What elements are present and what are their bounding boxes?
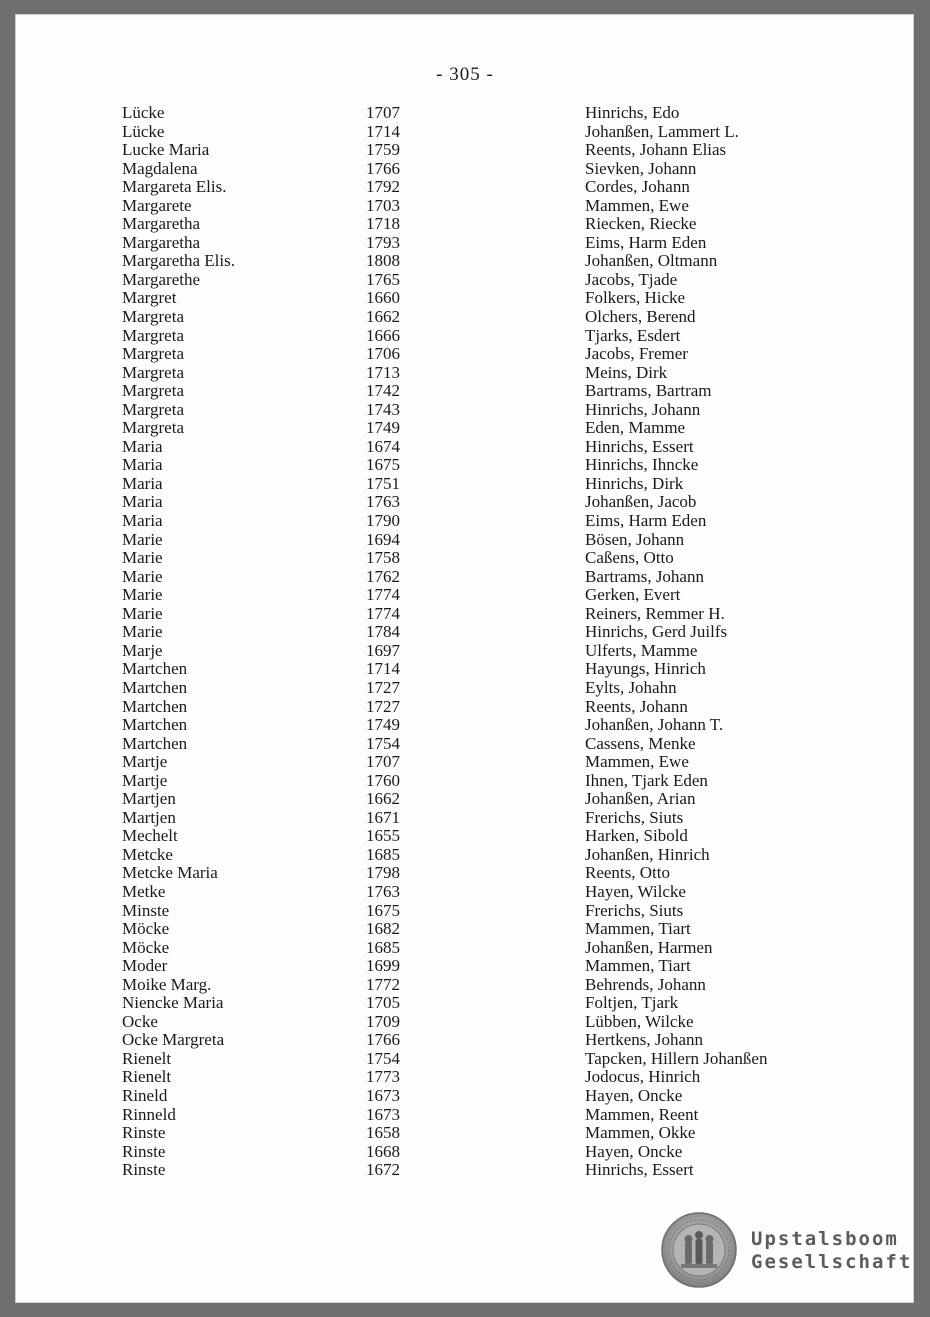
seal-icon [661, 1212, 737, 1288]
table-row [0, 1068, 930, 1087]
table-row [0, 605, 930, 624]
logo-line-1: Upstalsboom [751, 1228, 899, 1250]
table-row [0, 1013, 930, 1032]
entry-person: Johanßen, Johann T. [585, 715, 724, 735]
entry-person: Tjarks, Esdert [585, 325, 681, 345]
entry-person: Cassens, Menke [585, 733, 696, 753]
entry-person: Johanßen, Lammert L. [585, 121, 739, 141]
table-row [0, 438, 930, 457]
logo-line-2: Gesellschaft [751, 1251, 913, 1273]
entry-year: 1763 [366, 881, 400, 901]
table-row [0, 364, 930, 383]
table-row [0, 1031, 930, 1050]
entry-person: Hinrichs, Essert [585, 436, 694, 456]
table-row [0, 920, 930, 939]
entry-person: Hayen, Wilcke [585, 881, 686, 901]
table-row [0, 1161, 930, 1180]
entry-year: 1674 [366, 436, 400, 456]
entry-name: Rineld [122, 1085, 168, 1105]
entry-person: Hayen, Oncke [585, 1141, 683, 1161]
entry-person: Frerichs, Siuts [585, 807, 684, 827]
entry-name: Mechelt [122, 826, 178, 846]
entry-name: Lücke [122, 121, 165, 141]
entry-name: Margaretha Elis. [122, 251, 235, 271]
entry-person: Mammen, Okke [585, 1123, 696, 1143]
table-row [0, 1106, 930, 1125]
entry-year: 1774 [366, 603, 400, 623]
table-row [0, 772, 930, 791]
table-row [0, 549, 930, 568]
entry-person: Foltjen, Tjark [585, 993, 679, 1013]
entry-name: Martchen [122, 659, 188, 679]
table-row [0, 957, 930, 976]
table-row [0, 345, 930, 364]
entry-name: Marie [122, 529, 163, 549]
entry-year: 1685 [366, 844, 400, 864]
entry-name: Metcke Maria [122, 863, 218, 883]
entry-year: 1758 [366, 548, 400, 568]
page-number: - 305 - [436, 64, 494, 85]
entry-year: 1707 [366, 752, 400, 772]
entry-year: 1751 [366, 473, 400, 493]
entry-year: 1697 [366, 640, 400, 660]
entry-person: Johanßen, Arian [585, 789, 696, 809]
entry-person: Jacobs, Tjade [585, 269, 678, 289]
table-row [0, 586, 930, 605]
entry-year: 1658 [366, 1123, 400, 1143]
table-row [0, 1124, 930, 1143]
table-row [0, 160, 930, 179]
society-logo [657, 1212, 913, 1292]
entry-name: Martchen [122, 715, 188, 735]
entry-name: Maria [122, 473, 163, 493]
entry-name: Martchen [122, 696, 188, 716]
table-row [0, 1143, 930, 1162]
entry-person: Harken, Sibold [585, 826, 688, 846]
entry-year: 1713 [366, 362, 400, 382]
entry-year: 1754 [366, 733, 400, 753]
entry-year: 1706 [366, 344, 400, 364]
entry-person: Reiners, Remmer H. [585, 603, 725, 623]
entry-name: Martjen [122, 807, 176, 827]
entry-year: 1714 [366, 659, 400, 679]
entry-person: Meins, Dirk [585, 362, 668, 382]
entry-year: 1662 [366, 789, 400, 809]
entry-name: Marie [122, 566, 163, 586]
entry-year: 1765 [366, 269, 400, 289]
entry-name: Margreta [122, 325, 184, 345]
entry-person: Eden, Mamme [585, 418, 686, 438]
entry-person: Eims, Harm Eden [585, 232, 707, 252]
entry-person: Caßens, Otto [585, 548, 674, 568]
entry-year: 1671 [366, 807, 400, 827]
entry-name: Margaretha [122, 214, 201, 234]
entry-name: Margarete [122, 195, 192, 215]
entry-person: Hinrichs, Edo [585, 103, 680, 122]
entry-year: 1655 [366, 826, 400, 846]
entry-person: Hinrichs, Essert [585, 1160, 694, 1180]
entry-person: Reents, Otto [585, 863, 670, 883]
table-row [0, 790, 930, 809]
table-row [0, 809, 930, 828]
table-row [0, 1050, 930, 1069]
entry-person: Hinrichs, Dirk [585, 473, 684, 493]
entry-year: 1754 [366, 1048, 400, 1068]
entry-name: Maria [122, 511, 163, 531]
entry-person: Hinrichs, Gerd Juilfs [585, 622, 728, 642]
entry-name: Marje [122, 640, 163, 660]
table-row [0, 660, 930, 679]
entry-name: Lucke Maria [122, 140, 210, 160]
entry-name: Moder [122, 956, 168, 976]
entry-person: Ulferts, Mamme [585, 640, 698, 660]
entry-name: Marie [122, 548, 163, 568]
table-row [0, 493, 930, 512]
entry-list [0, 104, 930, 1180]
entry-name: Rinste [122, 1141, 166, 1161]
table-row [0, 141, 930, 160]
table-row [0, 1087, 930, 1106]
entry-person: Hertkens, Johann [585, 1030, 704, 1050]
entry-name: Margret [122, 288, 177, 308]
entry-person: Mammen, Ewe [585, 752, 689, 772]
entry-name: Margaretha [122, 232, 201, 252]
table-row [0, 753, 930, 772]
table-row [0, 939, 930, 958]
entry-name: Margareta Elis. [122, 177, 227, 197]
entry-person: Hayungs, Hinrich [585, 659, 706, 679]
entry-name: Rinste [122, 1160, 166, 1180]
entry-year: 1660 [366, 288, 400, 308]
entry-person: Eylts, Johahn [585, 677, 677, 697]
entry-person: Mammen, Tiart [585, 956, 691, 976]
table-row [0, 234, 930, 253]
table-row [0, 568, 930, 587]
logo-text [751, 1228, 912, 1274]
entry-person: Johanßen, Hinrich [585, 844, 710, 864]
entry-year: 1709 [366, 1011, 400, 1031]
entry-year: 1774 [366, 585, 400, 605]
table-row [0, 902, 930, 921]
table-row [0, 679, 930, 698]
entry-year: 1727 [366, 696, 400, 716]
entry-person: Gerken, Evert [585, 585, 681, 605]
entry-year: 1694 [366, 529, 400, 549]
entry-name: Metcke [122, 844, 173, 864]
entry-name: Rinneld [122, 1104, 176, 1124]
entry-year: 1668 [366, 1141, 400, 1161]
table-row [0, 123, 930, 142]
table-row [0, 178, 930, 197]
entry-year: 1766 [366, 158, 400, 178]
table-row [0, 197, 930, 216]
table-row [0, 642, 930, 661]
table-row [0, 531, 930, 550]
entry-name: Marie [122, 585, 163, 605]
entry-year: 1714 [366, 121, 400, 141]
table-row [0, 401, 930, 420]
entry-year: 1766 [366, 1030, 400, 1050]
entry-name: Martchen [122, 677, 188, 697]
entry-person: Jacobs, Fremer [585, 344, 688, 364]
table-row [0, 252, 930, 271]
entry-name: Minste [122, 900, 170, 920]
entry-person: Reents, Johann [585, 696, 688, 716]
entry-name: Margreta [122, 344, 184, 364]
entry-name: Marie [122, 603, 163, 623]
table-row [0, 475, 930, 494]
entry-name: Niencke Maria [122, 993, 224, 1013]
entry-year: 1662 [366, 307, 400, 327]
entry-year: 1749 [366, 715, 400, 735]
entry-name: Magdalena [122, 158, 198, 178]
entry-name: Metke [122, 881, 166, 901]
table-row [0, 456, 930, 475]
entry-year: 1705 [366, 993, 400, 1013]
table-row [0, 623, 930, 642]
entry-person: Eims, Harm Eden [585, 511, 707, 531]
table-row [0, 698, 930, 717]
entry-person: Folkers, Hicke [585, 288, 686, 308]
entry-name: Rienelt [122, 1048, 172, 1068]
entry-year: 1675 [366, 455, 400, 475]
entry-person: Reents, Johann Elias [585, 140, 727, 160]
entry-person: Ihnen, Tjark Eden [585, 770, 708, 790]
entry-person: Jodocus, Hinrich [585, 1067, 701, 1087]
entry-year: 1792 [366, 177, 400, 197]
table-row [0, 512, 930, 531]
entry-person: Bartrams, Bartram [585, 381, 712, 401]
entry-person: Riecken, Riecke [585, 214, 697, 234]
entry-person: Hinrichs, Johann [585, 399, 701, 419]
table-row [0, 994, 930, 1013]
entry-year: 1798 [366, 863, 400, 883]
entry-person: Bartrams, Johann [585, 566, 704, 586]
table-row [0, 846, 930, 865]
table-row [0, 419, 930, 438]
entry-year: 1699 [366, 956, 400, 976]
entry-year: 1762 [366, 566, 400, 586]
table-row [0, 327, 930, 346]
table-row [0, 308, 930, 327]
table-row [0, 271, 930, 290]
entry-name: Margreta [122, 307, 184, 327]
entry-person: Mammen, Ewe [585, 195, 689, 215]
entry-name: Ocke Margreta [122, 1030, 225, 1050]
entry-name: Möcke [122, 919, 170, 939]
table-row [0, 735, 930, 754]
entry-name: Margreta [122, 418, 184, 438]
entry-person: Mammen, Tiart [585, 919, 691, 939]
entry-year: 1743 [366, 399, 400, 419]
entry-person: Johanßen, Harmen [585, 937, 713, 957]
table-row [0, 382, 930, 401]
entry-year: 1760 [366, 770, 400, 790]
entry-year: 1675 [366, 900, 400, 920]
entry-year: 1772 [366, 974, 400, 994]
entry-year: 1666 [366, 325, 400, 345]
entry-name: Martchen [122, 733, 188, 753]
entry-year: 1784 [366, 622, 400, 642]
entry-name: Maria [122, 436, 163, 456]
entry-year: 1673 [366, 1104, 400, 1124]
entry-year: 1763 [366, 492, 400, 512]
entry-year: 1707 [366, 103, 400, 122]
entry-name: Margarethe [122, 269, 201, 289]
entry-person: Olchers, Berend [585, 307, 696, 327]
entry-year: 1718 [366, 214, 400, 234]
entry-year: 1673 [366, 1085, 400, 1105]
entry-name: Martje [122, 752, 168, 772]
entry-person: Behrends, Johann [585, 974, 706, 994]
entry-name: Lücke [122, 103, 165, 122]
entry-name: Rinste [122, 1123, 166, 1143]
entry-person: Mammen, Reent [585, 1104, 699, 1124]
entry-name: Margreta [122, 381, 184, 401]
entry-name: Marie [122, 622, 163, 642]
entry-person: Sievken, Johann [585, 158, 697, 178]
entry-name: Martje [122, 770, 168, 790]
entry-year: 1703 [366, 195, 400, 215]
entry-person: Lübben, Wilcke [585, 1011, 694, 1031]
entry-person: Cordes, Johann [585, 177, 690, 197]
entry-year: 1759 [366, 140, 400, 160]
entry-name: Martjen [122, 789, 176, 809]
entry-person: Tapcken, Hillern Johanßen [585, 1048, 768, 1068]
entry-name: Rienelt [122, 1067, 172, 1087]
entry-year: 1685 [366, 937, 400, 957]
entry-year: 1682 [366, 919, 400, 939]
entry-year: 1749 [366, 418, 400, 438]
entry-year: 1742 [366, 381, 400, 401]
entry-person: Bösen, Johann [585, 529, 685, 549]
entry-person: Hayen, Oncke [585, 1085, 683, 1105]
entry-year: 1808 [366, 251, 400, 271]
entry-year: 1773 [366, 1067, 400, 1087]
table-row [0, 289, 930, 308]
entry-name: Margreta [122, 362, 184, 382]
entry-name: Maria [122, 455, 163, 475]
table-row [0, 883, 930, 902]
entry-name: Moike Marg. [122, 974, 212, 994]
entry-person: Johanßen, Oltmann [585, 251, 718, 271]
entry-person: Johanßen, Jacob [585, 492, 697, 512]
entry-name: Margreta [122, 399, 184, 419]
table-row [0, 976, 930, 995]
table-row [0, 104, 930, 123]
entry-year: 1793 [366, 232, 400, 252]
table-row [0, 864, 930, 883]
table-row [0, 827, 930, 846]
entry-year: 1672 [366, 1160, 400, 1180]
entry-name: Maria [122, 492, 163, 512]
table-row [0, 215, 930, 234]
entry-name: Ocke [122, 1011, 158, 1031]
entry-person: Frerichs, Siuts [585, 900, 684, 920]
entry-name: Möcke [122, 937, 170, 957]
entry-year: 1790 [366, 511, 400, 531]
entry-person: Hinrichs, Ihncke [585, 455, 699, 475]
table-row [0, 716, 930, 735]
entry-year: 1727 [366, 677, 400, 697]
